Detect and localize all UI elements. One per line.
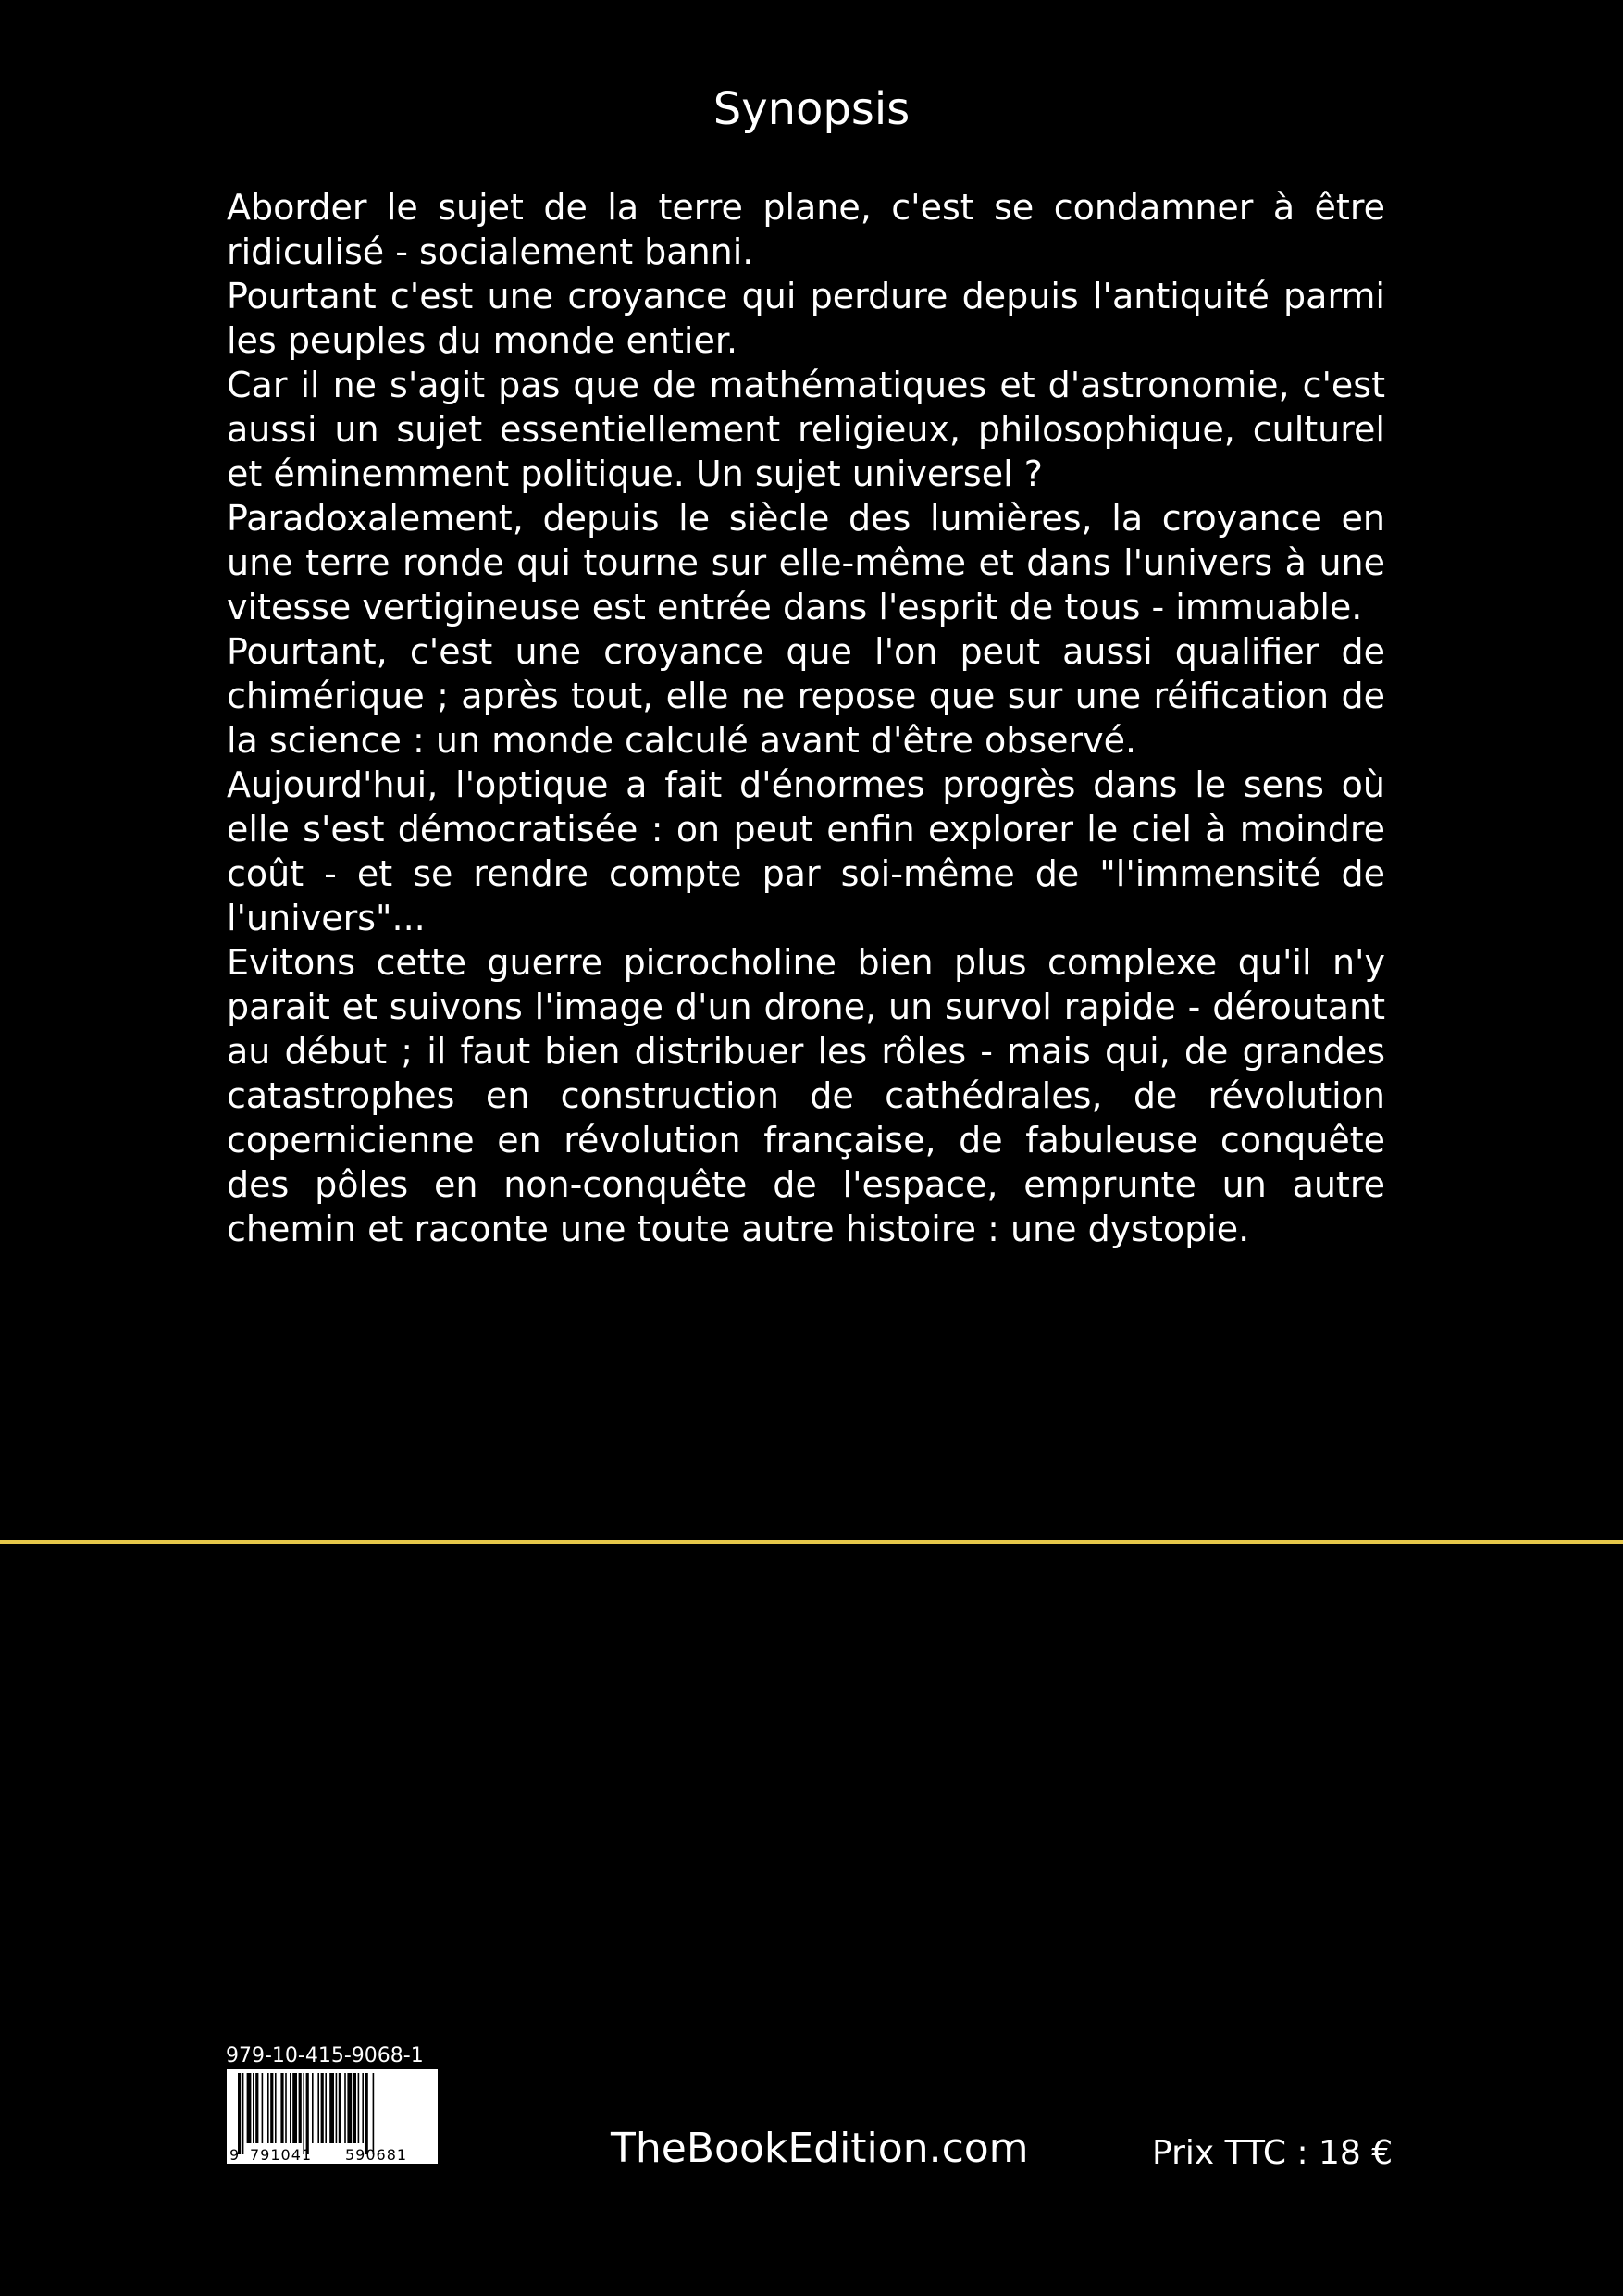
barcode-bar	[255, 2073, 258, 2143]
synopsis-paragraph: Paradoxalement, depuis le siècle des lumières, la croyance en une terre ronde qui tourne sur elle-même et dans l'univers à une vitesse vertigineuse est entrée dans l'esprit de tous - immuable.	[227, 498, 1385, 627]
barcode-bar	[306, 2073, 309, 2154]
barcode-bar	[253, 2073, 254, 2143]
barcode-bar	[280, 2073, 283, 2143]
barcode-left-digits: 791041	[250, 2146, 313, 2164]
synopsis-paragraph: Pourtant c'est une croyance qui perdure depuis l'antiquité parmi les peuples du monde entier.	[227, 276, 1385, 361]
barcode-bar	[347, 2073, 352, 2143]
barcode-first-digit: 9	[229, 2146, 240, 2164]
barcode-bar	[275, 2073, 277, 2143]
barcode-bar	[344, 2073, 346, 2143]
barcode-bar	[358, 2073, 360, 2143]
barcode-bar	[312, 2073, 314, 2143]
isbn-text: 979-10-415-9068-1	[226, 2044, 424, 2067]
barcode-bar	[238, 2073, 241, 2154]
barcode	[227, 2069, 438, 2164]
divider	[0, 1540, 1623, 1544]
barcode-bar	[365, 2073, 368, 2154]
barcode-bar	[373, 2073, 375, 2154]
barcode-bar	[336, 2073, 338, 2143]
synopsis-paragraph: Car il ne s'agit pas que de mathématiques et d'astronomie, c'est aussi un sujet essentiellement religieux, philosophique, culturel et éminemment politique. Un sujet universel ?	[227, 365, 1385, 494]
synopsis-paragraph: Aborder le sujet de la terre plane, c'est se condamner à être ridiculisé - socialement banni.	[227, 187, 1385, 272]
barcode-bar	[329, 2073, 334, 2143]
barcode-bar	[317, 2073, 319, 2143]
publisher-name: TheBookEdition.com	[611, 2125, 1029, 2172]
barcode-bar	[339, 2073, 341, 2143]
barcode-bar	[292, 2073, 297, 2143]
synopsis-paragraph: Evitons cette guerre picrocholine bien plus complexe qu'il n'y parait et suivons l'image d'un drone, un survol rapide - déroutant au début ; il faut bien distribuer les rôles - mais qui, de grandes catastrophes en construction de cathédrales, de révolution copernicienne en révolution française, de fabuleuse conquête des pôles en non-conquête de l'espace, emprunte un autre chemin et raconte une toute autre histoire : une dystopie.	[227, 942, 1385, 1249]
barcode-bar	[353, 2073, 356, 2143]
barcode-bar	[262, 2073, 264, 2143]
barcode-bar	[267, 2073, 269, 2143]
page-title: Synopsis	[712, 83, 911, 135]
synopsis-paragraph: Pourtant, c'est une croyance que l'on peut aussi qualifier de chimérique ; après tout, elle ne repose que sur une réification de la science : un monde calculé avant d'être observé.	[227, 631, 1385, 761]
barcode-bar	[285, 2073, 287, 2143]
barcode-graphic	[227, 2069, 438, 2164]
barcode-bar	[321, 2073, 324, 2143]
price-text: Prix TTC : 18 €	[1152, 2134, 1394, 2172]
barcode-bar	[242, 2073, 244, 2154]
barcode-bar	[299, 2073, 302, 2143]
barcode-bar	[303, 2073, 304, 2154]
barcode-right-digits: 590681	[345, 2146, 408, 2164]
barcode-bar	[325, 2073, 327, 2143]
barcode-bar	[270, 2073, 273, 2143]
synopsis-text	[227, 185, 1385, 1251]
synopsis-paragraph: Aujourd'hui, l'optique a fait d'énormes progrès dans le sens où elle s'est démocratisée : on peut enfin explorer le ciel à moindre coût - et se rendre compte par soi-même de "l'immensité de l'univers"...	[227, 764, 1385, 938]
barcode-bar	[247, 2073, 252, 2143]
barcode-bar	[290, 2073, 291, 2143]
barcode-bar	[362, 2073, 364, 2143]
